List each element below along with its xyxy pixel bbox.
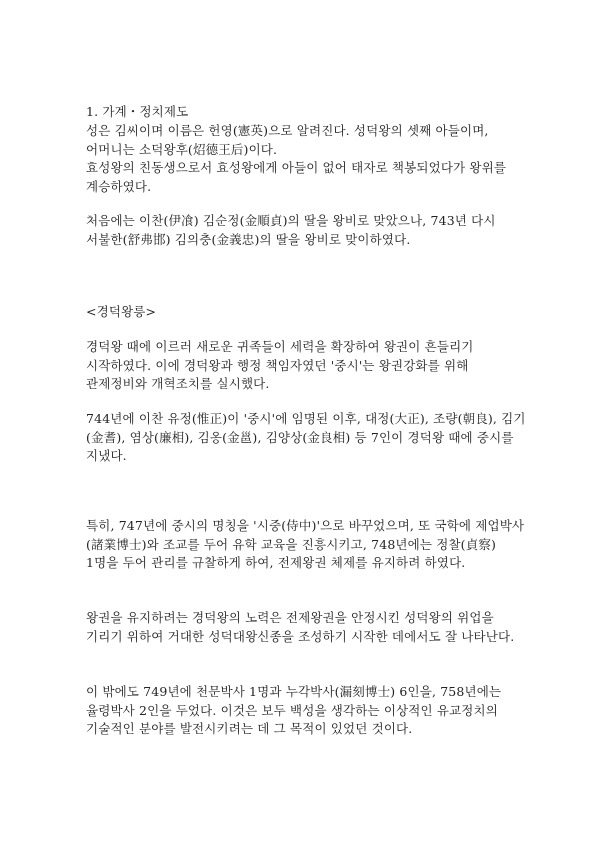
section-heading-tomb: <경덕왕릉> xyxy=(86,304,157,319)
paragraph-doctors: 이 밖에도 749년에 천문박사 1명과 누각박사(漏刻博士) 6인을, 758년에는 율령박사 2인을 두었다. 이것은 보두 백성을 생각하는 이상적인 유교정치의 기술적인 분야를 발전시키려는 데 그 목적이 있었던 것이다. xyxy=(86,684,506,736)
paragraph-bell: 왕권을 유지하려는 경덕왕의 노력은 전제왕권을 안정시킨 성덕왕의 위업을 기리기 위하여 거대한 성덕대왕신종을 조성하기 시작한 데에서도 잘 나타난다. xyxy=(86,610,515,644)
paragraph-jungsi-list: 744년에 이찬 유정(惟正)이 '중시'에 임명된 이후, 대정(大正), 조량(朝良), 김기(金耆), 염상(廉相), 김옹(金邕), 김양상(金良相) 등 7인이 경덕왕 때에 중시를 지냈다. xyxy=(86,411,526,463)
paragraph-royal-power: 경덕왕 때에 이르러 새로운 귀족들이 세력을 확장하여 왕권이 흔들리기 시작하였다. 이에 경덕왕과 행정 책임자였던 '중시'는 왕권강화를 위해 관제정비와 개혁조치를 실시했다. xyxy=(86,339,478,391)
paragraph-reforms: 특히, 747년에 중시의 명칭을 '시중(侍中)'으로 바꾸었으며, 또 국학에 제업박사(諸業博士)와 조교를 두어 유학 교육을 진흥시키고, 748년에는 정찰(貞察) 1명을 두어 관리를 규찰하게 하여, 전제왕권 체제를 유지하려 하였다. xyxy=(86,518,525,570)
section-heading-family-politics: 1. 가계・정치제도 xyxy=(86,104,189,119)
paragraph-succession: 효성왕의 친동생으로서 효성왕에게 아들이 없어 태자로 책봉되었다가 왕위를 계승하였다. xyxy=(86,160,511,194)
paragraph-family-name: 성은 김씨이며 이름은 헌영(憲英)으로 알려진다. 성덕왕의 셋째 아들이며, 어머니는 소덕왕후(炤德王后)이다. xyxy=(86,123,493,157)
paragraph-queens: 처음에는 이찬(伊飡) 김순정(金順貞)의 딸을 왕비로 맞았으나, 743년 다시 서불한(舒弗邯) 김의충(金義忠)의 딸을 왕비로 맞이하였다. xyxy=(86,213,500,247)
